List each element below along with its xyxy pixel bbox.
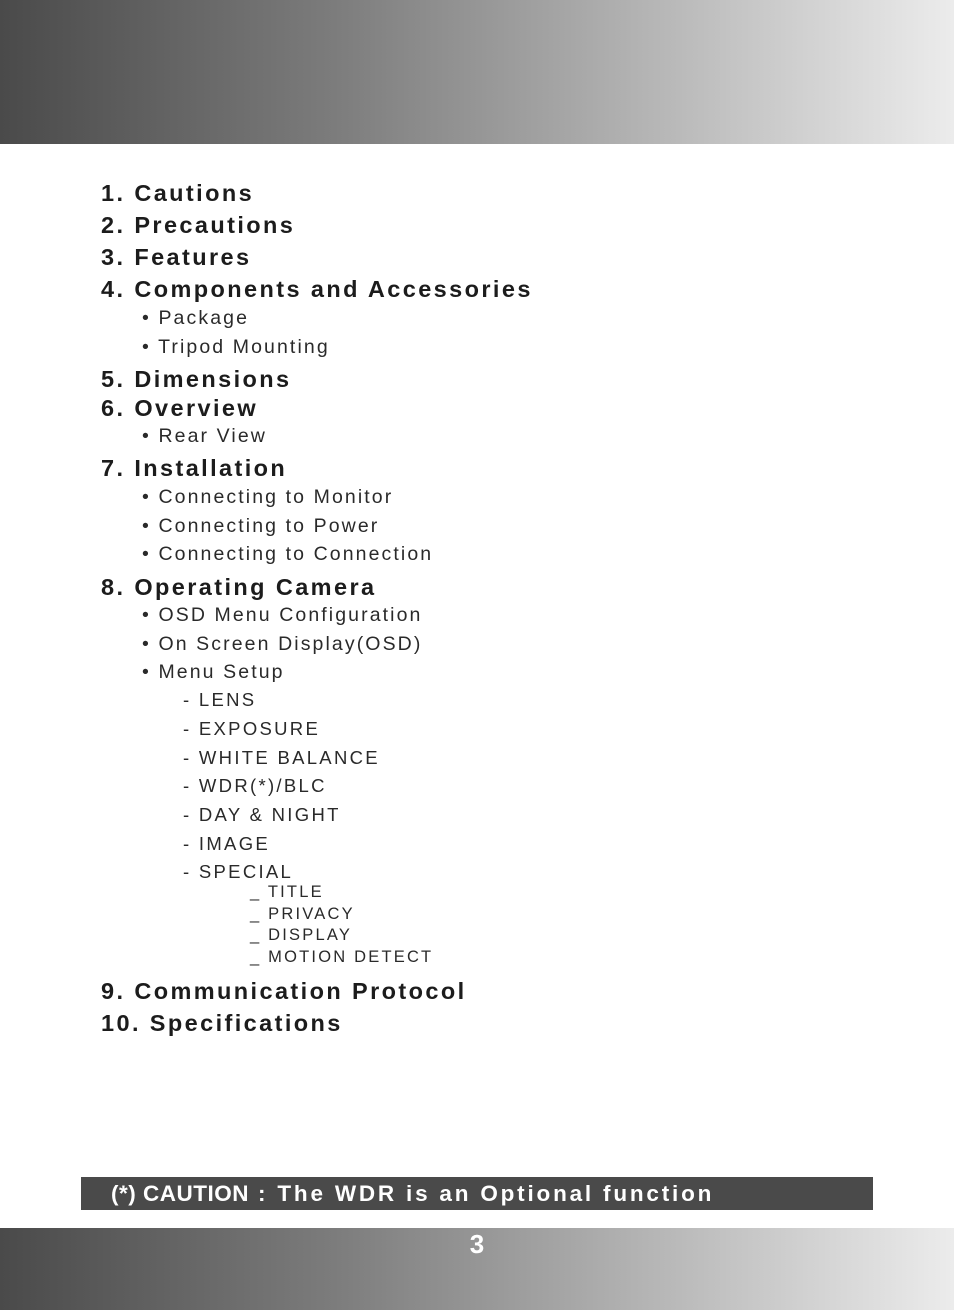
menu-setup-day-night: - DAY & NIGHT xyxy=(183,804,341,825)
toc-subitem-on-screen-display: • On Screen Display(OSD) xyxy=(142,633,423,655)
menu-setup-special: - SPECIAL xyxy=(183,861,294,882)
caution-text: : The WDR is an Optional function xyxy=(248,1181,715,1206)
page-number: 3 xyxy=(469,1229,485,1259)
special-motion-detect: _ MOTION DETECT xyxy=(250,948,434,966)
toc-item-installation: 7. Installation xyxy=(101,455,288,481)
toc-item-overview: 6. Overview xyxy=(101,395,259,421)
toc-item-features: 3. Features xyxy=(101,244,252,270)
toc-subitem-tripod-mounting: • Tripod Mounting xyxy=(142,336,330,358)
caution-label: (*) CAUTION xyxy=(111,1181,249,1206)
toc-subitem-menu-setup: • Menu Setup xyxy=(142,661,285,683)
special-display: _ DISPLAY xyxy=(250,926,353,944)
menu-setup-lens: - LENS xyxy=(183,689,257,710)
toc-subitem-connecting-connection: • Connecting to Connection xyxy=(142,543,434,565)
toc-subitem-package: • Package xyxy=(142,307,250,329)
toc-subitem-connecting-monitor: • Connecting to Monitor xyxy=(142,486,394,508)
toc-item-communication-protocol: 9. Communication Protocol xyxy=(101,978,467,1004)
toc-item-precautions: 2. Precautions xyxy=(101,212,296,238)
toc-item-cautions: 1. Cautions xyxy=(101,180,255,206)
menu-setup-exposure: - EXPOSURE xyxy=(183,718,321,739)
toc-subitem-osd-menu-configuration: • OSD Menu Configuration xyxy=(142,604,423,626)
caution-bar xyxy=(81,1177,873,1210)
toc-subitem-connecting-power: • Connecting to Power xyxy=(142,515,380,537)
special-title: _ TITLE xyxy=(250,883,324,901)
toc-subitem-rear-view: • Rear View xyxy=(142,425,267,447)
special-privacy: _ PRIVACY xyxy=(250,905,355,923)
menu-setup-white-balance: - WHITE BALANCE xyxy=(183,747,380,768)
toc-item-operating-camera: 8. Operating Camera xyxy=(101,574,377,600)
toc-item-components: 4. Components and Accessories xyxy=(101,276,533,302)
header-band xyxy=(0,0,954,144)
toc-item-specifications: 10. Specifications xyxy=(101,1010,343,1036)
menu-setup-image: - IMAGE xyxy=(183,833,271,854)
menu-setup-wdr-blc: - WDR(*)/BLC xyxy=(183,775,327,796)
toc-item-dimensions: 5. Dimensions xyxy=(101,366,292,392)
